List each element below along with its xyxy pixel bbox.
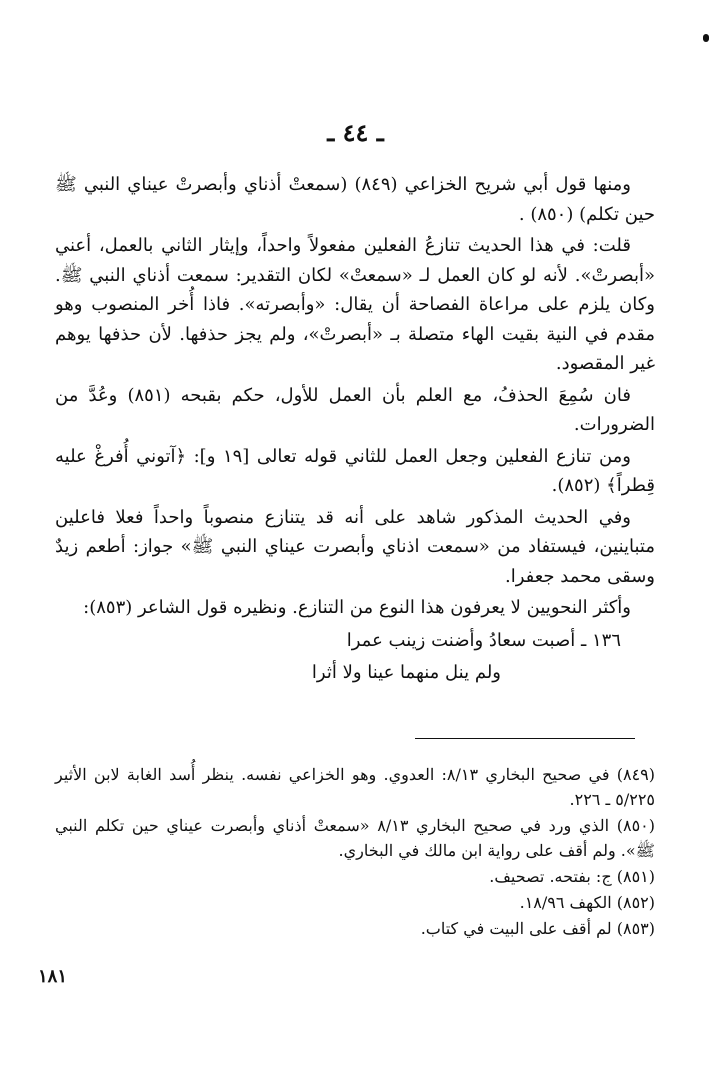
footnote-divider bbox=[415, 738, 635, 739]
footnote-851: (٨٥١) ج: بفتحه. تصحيف. bbox=[489, 867, 655, 886]
page-number: ١٨١ bbox=[38, 966, 68, 987]
footnote-853: (٨٥٣) لم أقف على البيت في كتاب. bbox=[420, 919, 655, 938]
paragraph-1: ومنها قول أبي شريح الخزاعي (٨٤٩) (سمعتْ أذناي وأبصرتْ عيناي النبي ﷺ حين تكلم) (٨٥٠) . bbox=[55, 174, 655, 225]
footnote-852: (٨٥٢) الكهف ١٨/٩٦. bbox=[519, 893, 655, 912]
footnote-849: (٨٤٩) في صحيح البخاري ٨/١٣: العدوي. وهو الخزاعي نفسه. ينظر أُسد الغابة لابن الأثير ٥/٢٢٥ ـ ٢٢٦. bbox=[55, 765, 655, 809]
paragraph-6: وأكثر النحويين لا يعرفون هذا النوع من التنازع. ونظيره قول الشاعر (٨٥٣): bbox=[83, 597, 631, 618]
main-text bbox=[55, 170, 655, 625]
footnotes bbox=[55, 762, 655, 942]
poem-line-1: ١٣٦ ـ أصبت سعادُ وأضنت زينب عمرا bbox=[346, 630, 621, 651]
paragraph-4: ومن تنازع الفعلين وجعل العمل للثاني قوله تعالى [١٩ و]: ﴿آتوني أُفرغْ عليه قِطراً﴾ (٨٥٢). bbox=[55, 445, 655, 496]
paragraph-2: قلت: في هذا الحديث تنازعُ الفعلين مفعولاً واحداً، وإيثار الثاني بالعمل، أعني «أبصرتْ». لأنه لو كان العمل لـ «سمعتْ» لكان التقدير: سمعت أذناي النبي ﷺ. وكان يلزم على مراعاة الفصاحة أن يقال: «وأبصرته». فاذا أُخر المنصوب وهو مقدم في النية بقيت الهاء متصلة بـ «أبصرتْ»، ولم يجز حذفها. لأن حذفها يوهم غير المقصود. bbox=[55, 235, 656, 374]
page-header: ـ ٤٤ ـ bbox=[327, 118, 384, 147]
poem-line-2: ولم ينل منهما عينا ولا أثرا bbox=[311, 662, 501, 683]
footnote-850: (٨٥٠) الذي ورد في صحيح البخاري ٨/١٣ «سمعتْ أذناي وأبصرت عيناي حين تكلم النبي ﷺ». ولم أقف على رواية ابن مالك في البخاري. bbox=[55, 816, 656, 860]
poem-verse bbox=[221, 625, 621, 689]
paragraph-5: وفي الحديث المذكور شاهد على أنه قد يتنازع منصوباً واحداً فعلا فاعلين متباينين، فيستفاد من «سمعت اذناي وأبصرت عيناي النبي ﷺ» جواز: أطعم زيدٌ وسقى محمد جعفرا. bbox=[55, 506, 655, 587]
paragraph-3: فان سُمِعَ الحذفُ، مع العلم بأن العمل للأول، حكم بقبحه (٨٥١) وعُدَّ من الضرورات. bbox=[55, 384, 655, 435]
edge-mark bbox=[703, 34, 709, 42]
